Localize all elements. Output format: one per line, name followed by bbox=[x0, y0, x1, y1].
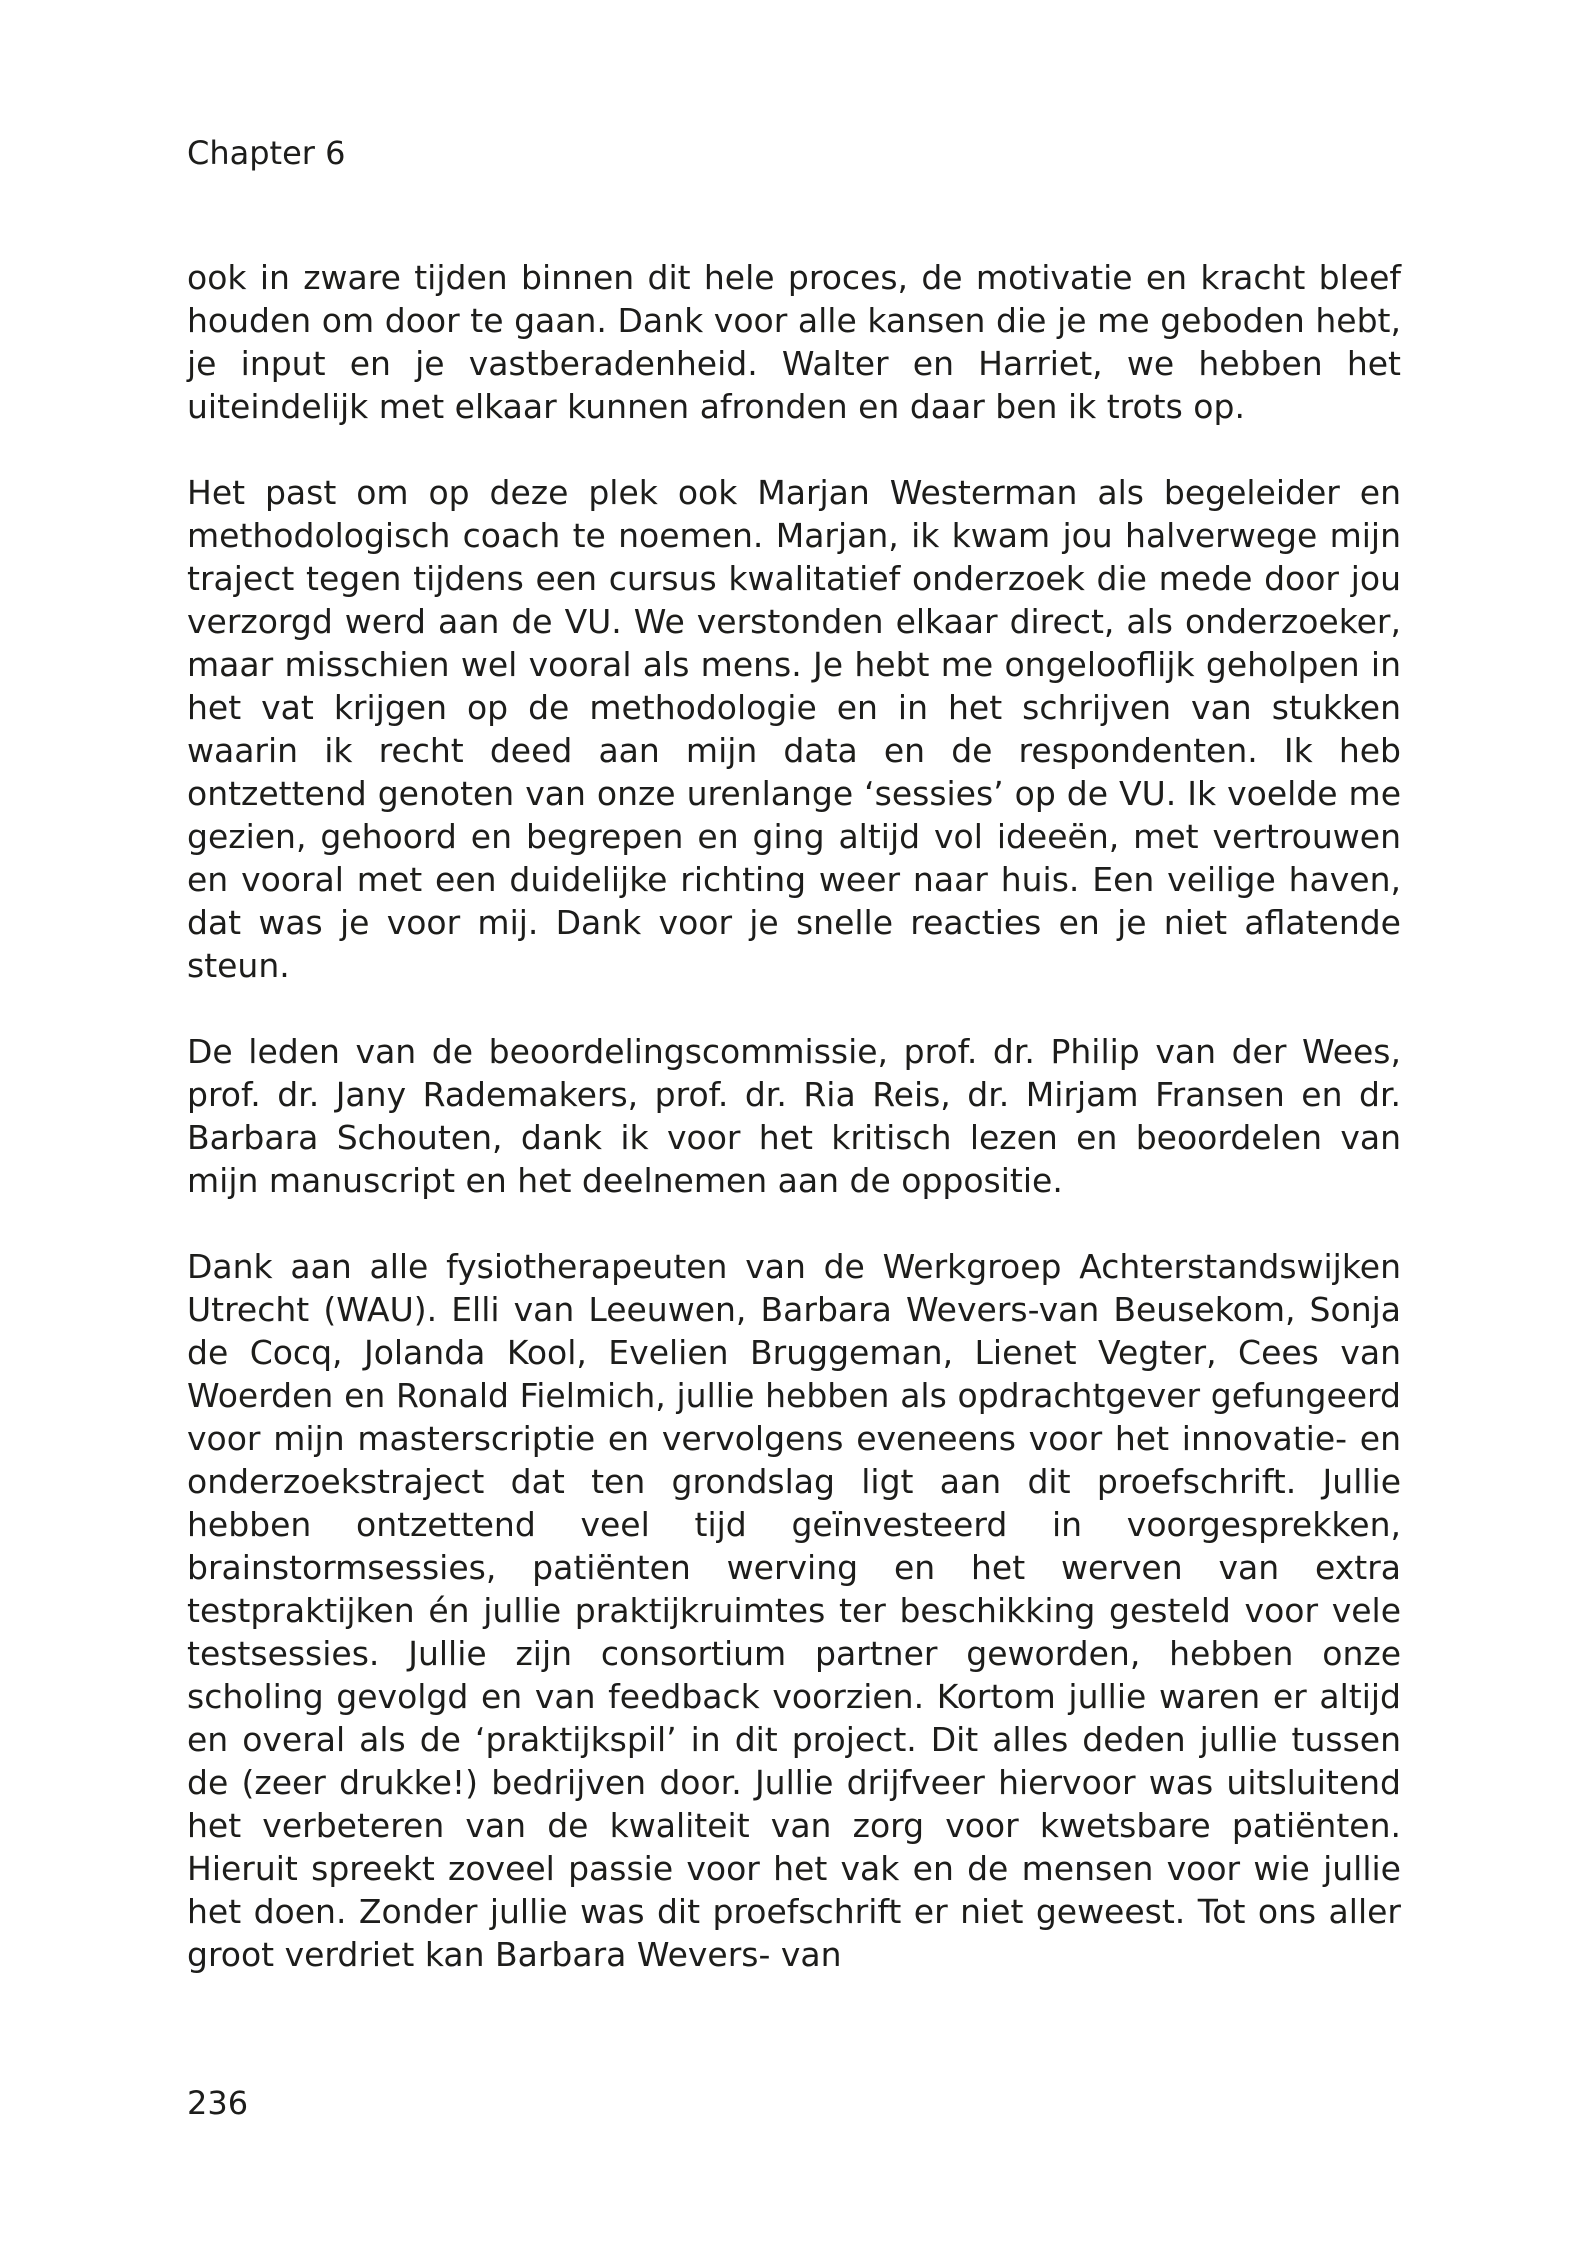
body-text bbox=[187, 256, 1401, 1976]
page-number: 236 bbox=[187, 2084, 249, 2122]
running-header: Chapter 6 bbox=[187, 134, 346, 172]
paragraph: Dank aan alle fysiotherapeuten van de Werkgroep Achterstandswijken Utrecht (WAU). Elli van Leeuwen, Barbara Wevers-van Beusekom, Sonja de Cocq, Jolanda Kool, Evelien Bruggeman, Lienet Vegter, Cees van Woerden en Ronald Fielmich, jullie hebben als opdrachtgever gefungeerd voor mijn masterscriptie en vervolgens eveneens voor het innovatie- en onderzoekstraject dat ten grondslag ligt aan dit proefschrift. Jullie hebben ontzettend veel tijd geïnvesteerd in voorgesprekken, brainstormsessies, patiënten werving en het werven van extra testpraktijken én jullie praktijkruimtes ter beschikking gesteld voor vele testsessies. Jullie zijn consortium partner geworden, hebben onze scholing gevolgd en van feedback voorzien. Kortom jullie waren er altijd en overal als de ‘praktijkspil’ in dit project. Dit alles deden jullie tussen de (zeer drukke!) bedrijven door. Jullie drijfveer hiervoor was uitsluitend het verbeteren van de kwaliteit van zorg voor kwetsbare patiënten. Hieruit spreekt zoveel passie voor het vak en de mensen voor wie jullie het doen. Zonder jullie was dit proefschrift er niet geweest. Tot ons aller groot verdriet kan Barbara Wevers- van bbox=[187, 1247, 1401, 1974]
paragraph: De leden van de beoordelingscommissie, prof. dr. Philip van der Wees, prof. dr. Jany Rademakers, prof. dr. Ria Reis, dr. Mirjam Fransen en dr. Barbara Schouten, dank ik voor het kritisch lezen en beoordelen van mijn manuscript en het deelnemen aan de oppositie. bbox=[187, 1032, 1401, 1200]
paragraph: Het past om op deze plek ook Marjan Westerman als begeleider en methodologisch coach te noemen. Marjan, ik kwam jou halverwege mijn traject tegen tijdens een cursus kwalitatief onderzoek die mede door jou verzorgd werd aan de VU. We verstonden elkaar direct, als onderzoeker, maar misschien wel vooral als mens. Je hebt me ongelooflijk geholpen in het vat krijgen op de methodologie en in het schrijven van stukken waarin ik recht deed aan mijn data en de respondenten. Ik heb ontzettend genoten van onze urenlange ‘sessies’ op de VU. Ik voelde me gezien, gehoord en begrepen en ging altijd vol ideeën, met vertrouwen en vooral met een duidelijke richting weer naar huis. Een veilige haven, dat was je voor mij. Dank voor je snelle reacties en je niet aflatende steun. bbox=[187, 473, 1401, 985]
paragraph: ook in zware tijden binnen dit hele proces, de motivatie en kracht bleef houden om door te gaan. Dank voor alle kansen die je me geboden hebt, je input en je vastberadenheid. Walter en Harriet, we hebben het uiteindelijk met elkaar kunnen afronden en daar ben ik trots op. bbox=[187, 258, 1401, 426]
